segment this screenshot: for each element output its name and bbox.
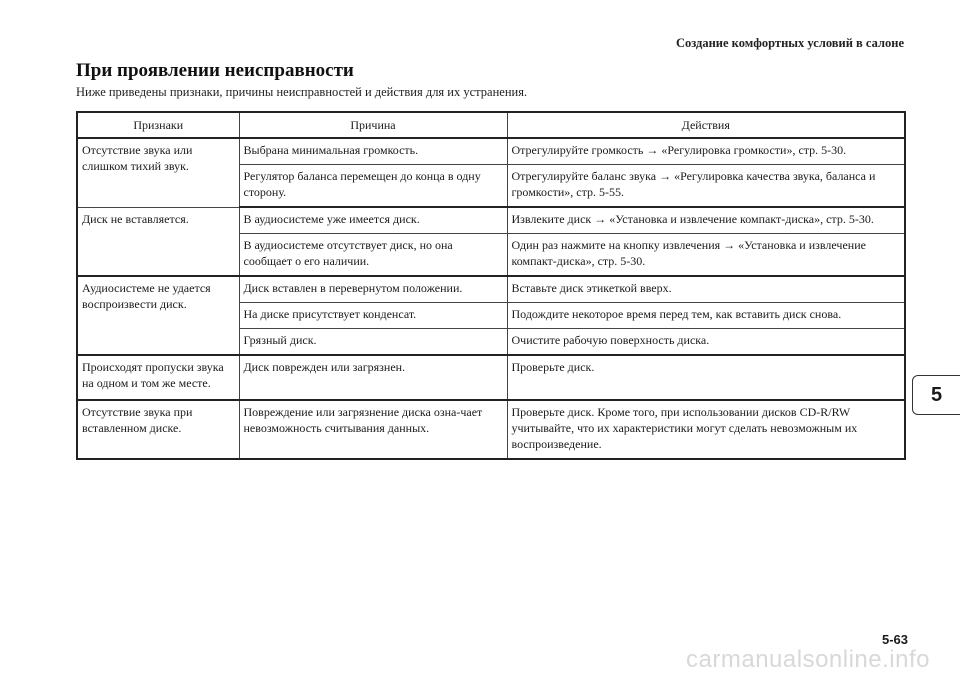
troubleshooting-table: [76, 111, 906, 460]
action-cell: Извлеките диск → «Установка и извлечение компакт-диска», стр. 5-30.: [507, 207, 905, 234]
page-number: 5-63: [881, 632, 908, 647]
table-header-row: [77, 112, 905, 138]
cause-cell: На диске присутствует конденсат.: [239, 303, 507, 329]
action-cell: Вставьте диск этикеткой вверх.: [507, 276, 905, 303]
chapter-tab: 5: [912, 375, 960, 415]
action-cell: Отрегулируйте громкость → «Регулировка громкости», стр. 5-30.: [507, 138, 905, 165]
table-row: [77, 355, 905, 400]
action-cell: Один раз нажмите на кнопку извлечения → «Установка и извлечение компакт-диска», стр. 5-30.: [507, 234, 905, 277]
cause-cell: Повреждение или загрязнение диска озна-чает невозможность считывания данных.: [239, 400, 507, 459]
table-row: [77, 276, 905, 303]
cause-cell: Грязный диск.: [239, 329, 507, 356]
troubleshooting-table-container: [76, 111, 904, 460]
header-symptoms: Признаки: [77, 112, 239, 138]
cause-cell: Диск поврежден или загрязнен.: [239, 355, 507, 400]
cause-cell: В аудиосистеме уже имеется диск.: [239, 207, 507, 234]
watermark: carmanualsonline.info: [686, 646, 930, 673]
action-cell: Очистите рабочую поверхность диска.: [507, 329, 905, 356]
action-cell: Проверьте диск. Кроме того, при использовании дисков CD-R/RW учитывайте, что их характеристики могут сделать невозможным их воспроизведение.: [511, 405, 858, 451]
symptom-cell: Аудиосистеме не удается воспроизвести диск.: [77, 276, 239, 355]
symptom-cell: Отсутствие звука или слишком тихий звук.: [77, 138, 239, 207]
intro-text: Ниже приведены признаки, причины неисправностей и действия для их устранения.: [76, 85, 528, 99]
action-cell: Подождите некоторое время перед тем, как вставить диск снова.: [507, 303, 905, 329]
table-row: [77, 400, 905, 459]
cause-cell: Диск вставлен в перевернутом положении.: [239, 276, 507, 303]
symptom-cell: Отсутствие звука при вставленном диске.: [77, 400, 239, 459]
symptom-cell: Диск не вставляется.: [77, 207, 239, 276]
cause-cell: Регулятор баланса перемещен до конца в одну сторону.: [239, 165, 507, 208]
running-header: Создание комфортных условий в салоне: [675, 36, 904, 50]
symptom-cell: Происходят пропуски звука на одном и том же месте.: [77, 355, 239, 400]
cause-cell: В аудиосистеме отсутствует диск, но она сообщает о его наличии.: [239, 234, 507, 277]
header-cause: Причина: [239, 112, 507, 138]
table-row: [77, 138, 905, 165]
header-actions: Действия: [507, 112, 905, 138]
table-header: [77, 112, 905, 138]
cause-cell: Выбрана минимальная громкость.: [239, 138, 507, 165]
action-cell: Отрегулируйте баланс звука → «Регулировка качества звука, баланса и громкости», стр. 5-55.: [507, 165, 905, 208]
table-row: [77, 207, 905, 234]
action-cell: Проверьте диск.: [507, 355, 905, 400]
section-title: При проявлении неисправности: [76, 60, 354, 81]
